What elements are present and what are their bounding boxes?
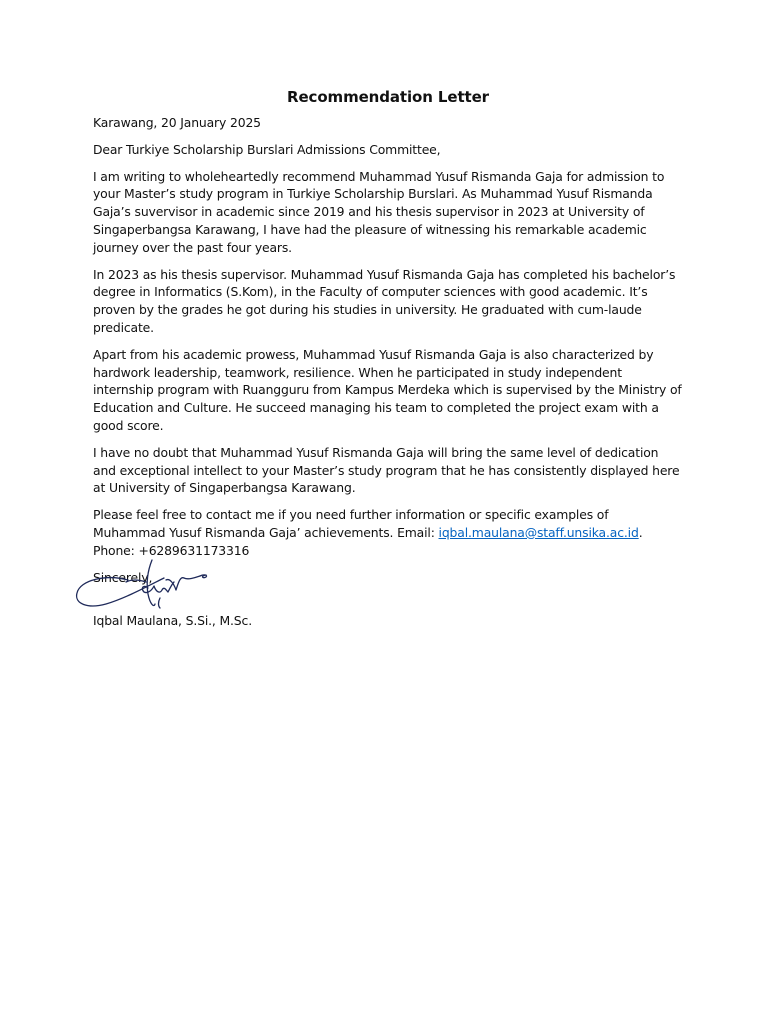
letter-body [93,88,683,595]
letter-title: Recommendation Letter [287,88,489,106]
email-link[interactable]: iqbal.maulana@staff.unsika.ac.id [438,524,639,540]
phone-label: Phone: [93,542,135,558]
signature-image [66,556,216,612]
paragraph-contact [93,506,683,559]
closing: Sincerely, [93,569,153,585]
paragraph-leadership: Apart from his academic prowess, Muhammad Yusuf Rismanda Gaja is also characterized by hardwork leadership, teamwork, resilience. When he participated in study independent internship program with Ruangguru from Kampus Merdeka which is supervised by the Ministry of Education and Culture. He succeed managing his team to completed the project exam with a good score. [93,346,682,433]
salutation: Dear Turkiye Scholarship Burslari Admissions Committee, [93,141,441,157]
contact-text: Please feel free to contact me if you need further information or specific examples of Muhammad Yusuf Rismanda Gaja’ achievements. Email: [93,507,609,540]
phone-number: +6289631173316 [138,542,250,558]
paragraph-recommendation: I am writing to wholeheartedly recommend Muhammad Yusuf Rismanda Gaja for admission to your Master’s study program in Turkiye Scholarship Burslari. As Muhammad Yusuf Rismanda Gaja’s suvervisor in academic since 2019 and his thesis supervisor in 2023 at University of Singaperbangsa Karawang, I have had the pleasure of witnessing his remarkable academic journey over the past four years. [93,168,665,255]
paragraph-thesis: In 2023 as his thesis supervisor. Muhammad Yusuf Rismanda Gaja has completed his bachelor’s degree in Informatics (S.Kom), in the Faculty of computer sciences with good academic. It’s proven by the grades he got during his studies in university. He graduated with cum-laude predicate. [93,266,676,335]
date-line: Karawang, 20 January 2025 [93,115,261,130]
signer-name: Iqbal Maulana, S.Si., M.Sc. [93,613,252,628]
paragraph-confidence: I have no doubt that Muhammad Yusuf Rismanda Gaja will bring the same level of dedication and exceptional intellect to your Master’s study program that he has consistently displayed here at University of Singaperbangsa Karawang. [93,444,680,496]
contact-period: . [638,524,643,540]
